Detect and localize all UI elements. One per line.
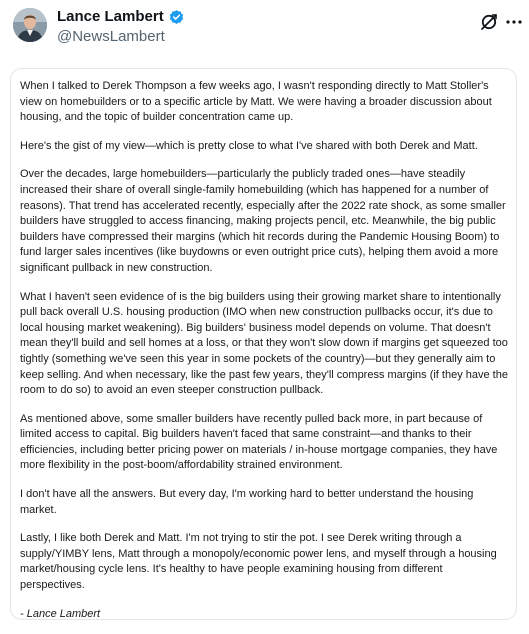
author-name-row bbox=[57, 8, 185, 26]
post-text-body bbox=[20, 79, 510, 620]
more-options-icon[interactable] bbox=[504, 12, 524, 32]
avatar[interactable] bbox=[13, 8, 47, 42]
post-paragraph: When I talked to Derek Thompson a few weeks ago, I wasn't responding directly to Matt Stoller's view on homebuilders or to a specific article by Matt. We were having a broader discussion about housing, and the topic of builder concentration came up. bbox=[20, 80, 492, 124]
post-paragraph: What I haven't seen evidence of is the big builders using their growing market share to intentionally pull back overall U.S. housing production (IMO when new construction pullbacks occur, it's due to local housing market weakening). Big builders' business model depends on volume. That doesn't mean they'll build and sell homes at a loss, or that they won't slow down if margins get squeezed too tightly (something we've seen this year in some pockets of the country)—but they generally aim to keep selling. And when necessary, like the past few years, they'll compress margins (if they have the room to do so) to avoid an even steeper construction pullback. bbox=[20, 290, 508, 397]
post-paragraph: Over the decades, large homebuilders—particularly the publicly traded ones—have steadily increased their share of overall single-family homebuilding (which has happened for a number of reasons). That trend has accelerated recently, especially after the 2022 rate shock, as some smaller builders have struggled to access financing, making projects pencil, etc. Meanwhile, the big public builders have compressed their margins (which hit records during the Pandemic Housing Boom) to fund larger sales incentives (like buydowns or even outright price cuts), helping them avoid a more significant pullback in new construction. bbox=[20, 168, 506, 274]
post-paragraph: I don't have all the answers. But every day, I'm working hard to better understand the housing market. bbox=[20, 488, 474, 516]
grok-icon[interactable] bbox=[479, 12, 499, 32]
post-signature: - Lance Lambert bbox=[20, 607, 101, 620]
author-handle[interactable]: @NewsLambert bbox=[57, 28, 165, 45]
post-paragraph: Here's the gist of my view—which is pretty close to what I've shared with both Derek and Matt. bbox=[20, 139, 478, 152]
post-paragraph: As mentioned above, some smaller builders have recently pulled back more, in part because of limited access to capital. Big builders haven't faced that same constraint—and thanks to their efficiencies, including better pricing power on materials / in-house mortgage companies, they have more flexibility in the post-boom/affordability strained environment. bbox=[20, 412, 498, 472]
post-paragraph: Lastly, I like both Derek and Matt. I'm not trying to stir the pot. I see Derek writing through a supply/YIMBY lens, Matt through a monopoly/economic power lens, and myself through a housing market/housing cycle lens. It's healthy to have people examining housing from different perspectives. bbox=[20, 532, 497, 592]
avatar-photo-icon bbox=[13, 8, 47, 42]
post-header bbox=[0, 0, 529, 60]
verified-badge-icon bbox=[168, 9, 185, 26]
post-text-card bbox=[10, 68, 517, 620]
author-display-name[interactable]: Lance Lambert bbox=[57, 8, 164, 25]
